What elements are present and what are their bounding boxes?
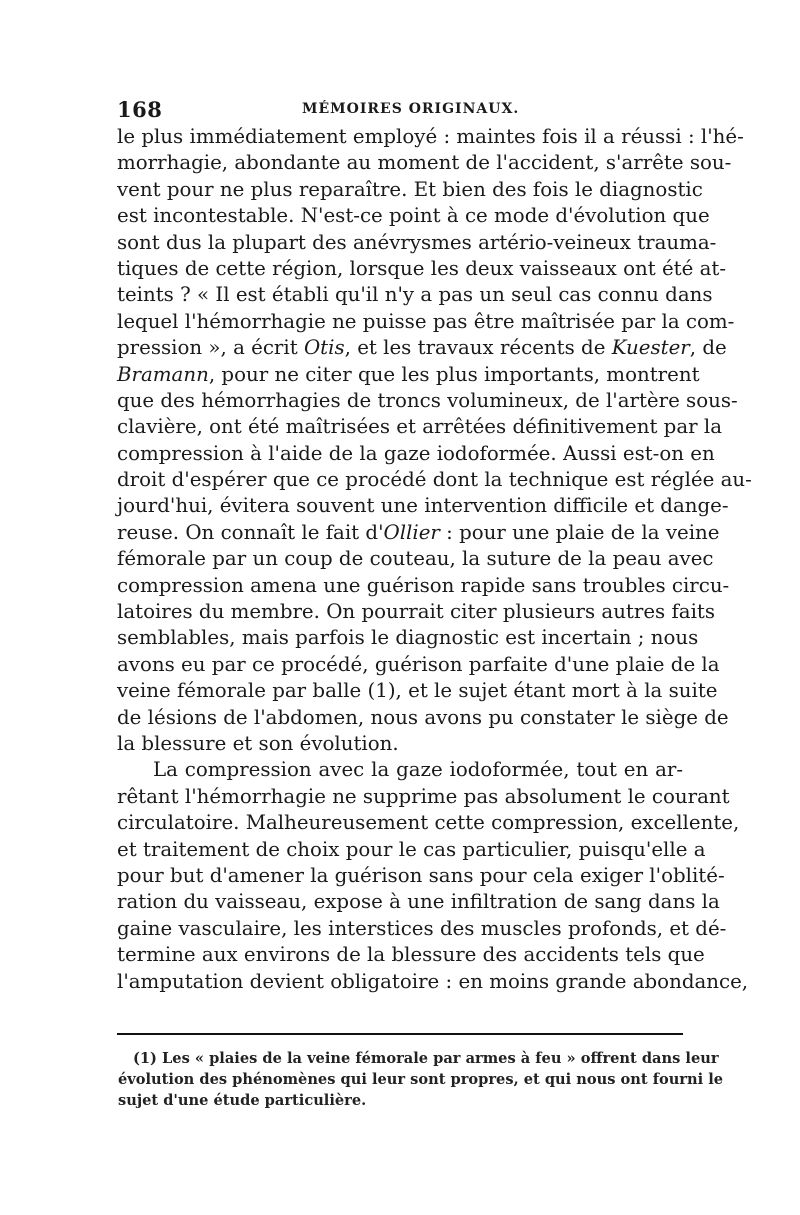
author-name-bramann: Bramann [117,362,209,386]
text-segment: pression », a écrit [117,336,304,360]
text-line: ration du vaisseau, expose à une infiltration de sang dans la [117,890,720,914]
footnote-divider [117,1033,683,1035]
text-line: teints ? « Il est établi qu'il n'y a pas un seul cas connu dans [117,283,713,307]
text-line: sont dus la plupart des anévrysmes artério-veineux trauma- [117,230,717,254]
text-line: rêtant l'hémorrhagie ne supprime pas absolument le courant [117,784,730,808]
text-line: et traitement de choix pour le cas particulier, puisqu'elle a [117,837,706,861]
text-line: clavière, ont été maîtrisées et arrêtées définitivement par la [117,415,722,439]
running-title: MÉMOIRES ORIGINAUX. [302,101,520,117]
main-text [117,124,752,995]
text-line: droit d'espérer que ce procédé dont la technique est réglée au- [117,468,752,492]
text-line: de lésions de l'abdomen, nous avons pu constater le siège de [117,705,729,729]
text-line [117,362,700,388]
text-segment: , de [689,336,727,360]
text-segment: reuse. On connaît le fait d' [117,520,384,544]
text-line: vent pour ne plus reparaître. Et bien des fois le diagnostic [117,177,703,201]
footnote [118,1048,724,1111]
author-name-otis: Otis [303,336,345,360]
footnote-line: (1) Les « plaies de la veine fémorale par armes à feu » offrent dans leur [133,1050,719,1067]
text-line [117,520,720,546]
text-line [117,335,727,361]
footnote-line: évolution des phénomènes qui leur sont propres, et qui nous ont fourni le [118,1071,724,1088]
text-line: le plus immédiatement employé : maintes fois il a réussi : l'hé- [117,125,744,148]
text-line: fémorale par un coup de couteau, la suture de la peau avec [117,547,714,571]
text-line: que des hémorrhagies de troncs volumineux, de l'artère sous- [117,388,738,412]
paragraph-start-line: La compression avec la gaze iodoformée, tout en ar- [153,758,683,782]
text-segment: , pour ne citer que les plus importants, montrent [208,362,700,386]
text-line: tiques de cette région, lorsque les deux vaisseaux ont été at- [117,256,727,280]
text-line: veine fémorale par balle (1), et le sujet étant mort à la suite [117,679,718,703]
page-number: 168 [117,97,163,122]
page-header [117,97,680,123]
text-line: compression amena une guérison rapide sans troubles circu- [117,573,730,597]
text-line: jourd'hui, évitera souvent une intervention difficile et dange- [117,494,729,518]
author-name-kuester: Kuester [611,336,690,360]
paragraph-end-line: la blessure et son évolution. [117,731,399,755]
author-name-ollier: Ollier [383,520,440,544]
text-line: compression à l'aide de la gaze iodoformée. Aussi est-on en [117,441,715,465]
text-line: termine aux environs de la blessure des accidents tels que [117,943,705,967]
text-line: avons eu par ce procédé, guérison parfaite d'une plaie de la [117,652,720,676]
text-line: gaine vasculaire, les interstices des muscles profonds, et dé- [117,916,727,940]
text-line: latoires du membre. On pourrait citer plusieurs autres faits [117,600,716,624]
text-line: pour but d'amener la guérison sans pour cela exiger l'oblité- [117,863,725,887]
text-segment: , et les travaux récents de [344,336,612,360]
text-line: lequel l'hémorrhagie ne puisse pas être maîtrisée par la com- [117,309,735,333]
text-line: l'amputation devient obligatoire : en moins grande abondance, [117,969,749,993]
text-line: semblables, mais parfois le diagnostic est incertain ; nous [117,626,699,650]
footnote-line: sujet d'une étude particulière. [118,1092,367,1109]
text-line: morrhagie, abondante au moment de l'accident, s'arrête sou- [117,151,732,175]
text-segment: : pour une plaie de la veine [439,520,720,544]
text-line: circulatoire. Malheureusement cette compression, excellente, [117,811,740,835]
text-line: est incontestable. N'est-ce point à ce mode d'évolution que [117,204,710,228]
